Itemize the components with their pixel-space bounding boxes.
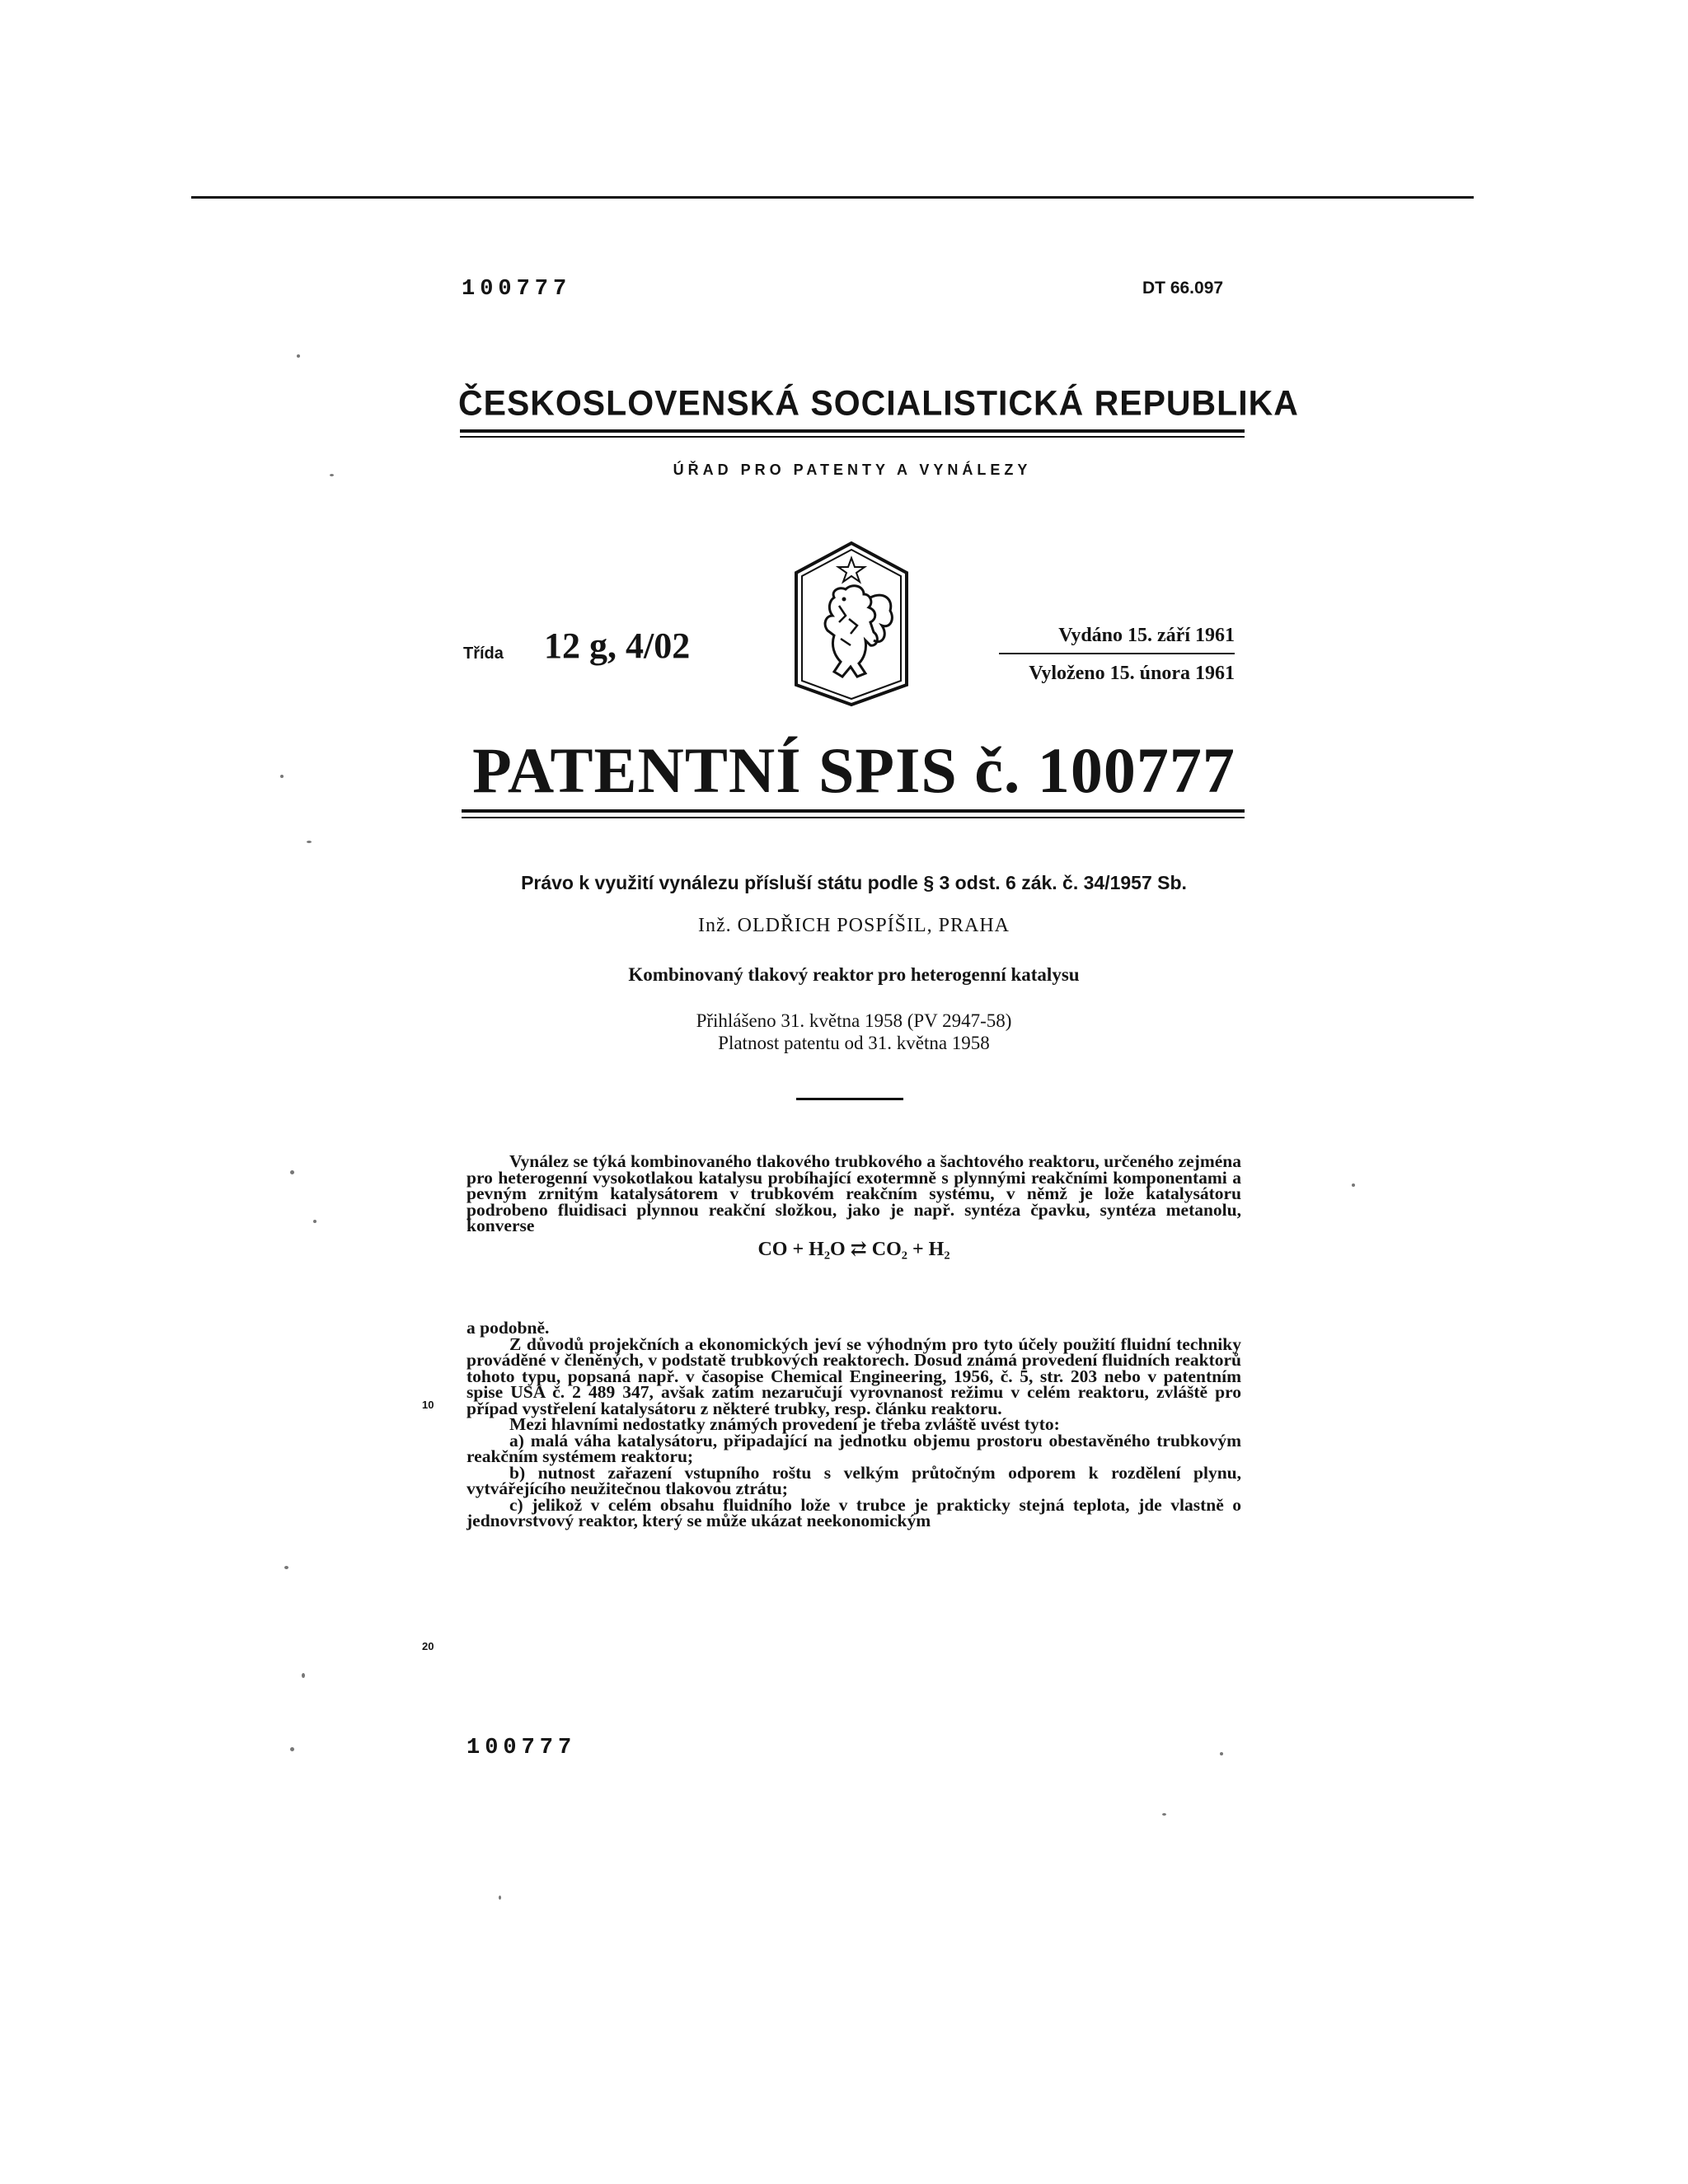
patent-office-name: ÚŘAD PRO PATENTY A VYNÁLEZY [673, 462, 1032, 478]
scan-speck [313, 1220, 316, 1223]
reasons-paragraph: Z důvodů projekčních a ekonomických jeví se výhodným pro tyto účely použití fluidní techniky prováděné v členěných, v podstatě trubkových reaktorech. Dosud známá provedení fluidních reaktorů tohoto typu, popsaná např. v časopise Chemical Engineering, 1956, č. 5, str. 203 nebo v patentním spise USA č. 2 489 347, avšak zatím nezaručují vyrovnanost režimu v celém reaktoru, zvláště pro případ vystřelení katalysátoru z některé trubky, resp. článku reaktoru. [467, 1333, 1241, 1418]
rights-note: Právo k využití vynálezu přísluší státu podle § 3 odst. 6 zák. č. 34/1957 Sb. [521, 872, 1187, 893]
state-emblem-icon [791, 540, 912, 709]
dt-classification-code: DT 66.097 [1142, 279, 1224, 298]
scan-speck [1220, 1752, 1223, 1755]
issued-date: Vydáno 15. září 1961 [1058, 625, 1235, 646]
heading-rule-thick [460, 429, 1245, 433]
body-intro-paragraph: Vynález se týká kombinovaného tlakového trubkového a šachtového reaktoru, určeného zejména pro heterogenní vysokotlakou katalysu probíhající exotermně s plynnými reakčními komponentami a pevným zrnitým katalysátorem v trubkovém reakčním systému, v němž je lože katalysátoru podrobeno fluidisaci plynnou reakční složkou, jako je např. syntéza čpavku, syntéza metanolu, konverse [467, 1151, 1241, 1235]
body-intro-block [467, 1151, 1241, 1268]
drawback-item-a: a) malá váha katalysátoru, připadající na jednotku objemu prostoru obestavěného trubkovým reakčním systémem reaktoru; [467, 1430, 1241, 1466]
patent-title: PATENTNÍ SPIS č. 100777 [472, 734, 1236, 806]
drawbacks-paragraph: Mezi hlavními nedostatky známých provedení je třeba zvláště uvést tyto: [509, 1414, 1060, 1434]
reaction-equation: CO + H₂O ⇄ CO₂ + H₂ [757, 1238, 950, 1260]
scan-speck [297, 354, 300, 358]
section-separator-rule [796, 1098, 903, 1100]
document-number-top: 100777 [462, 277, 572, 302]
scan-speck [290, 1170, 294, 1174]
scan-speck [1352, 1183, 1355, 1187]
laid-open-date: Vyloženo 15. února 1961 [1029, 663, 1235, 684]
margin-line-number: 20 [422, 1640, 434, 1652]
dates-divider-rule [999, 653, 1235, 654]
scan-speck [302, 1673, 305, 1678]
class-value: 12 g, 4/02 [544, 626, 691, 666]
scan-speck [280, 775, 284, 778]
class-label: Třída [463, 644, 504, 663]
invention-title: Kombinovaný tlakový reaktor pro heterogenní katalysu [628, 964, 1080, 985]
scan-speck [284, 1566, 288, 1569]
heading-rule-thin [460, 436, 1245, 438]
document-number-bottom: 100777 [467, 1736, 577, 1760]
top-border-rule [191, 196, 1474, 199]
inventor-name: Inž. OLDŘICH POSPÍŠIL, PRAHA [697, 915, 1010, 936]
scan-speck [307, 841, 312, 843]
and-similar-line: a podobně. [467, 1318, 550, 1338]
title-rule-thick [462, 809, 1245, 813]
validity-date: Platnost patentu od 31. května 1958 [718, 1033, 990, 1053]
margin-line-number: 10 [422, 1399, 434, 1411]
scan-speck [330, 474, 334, 476]
scan-speck [290, 1747, 294, 1751]
title-rule-thin [462, 817, 1245, 818]
country-heading: ČESKOSLOVENSKÁ SOCIALISTICKÁ REPUBLIKA [458, 382, 1299, 424]
filing-date: Přihlášeno 31. května 1958 (PV 2947-58) [696, 1010, 1012, 1031]
scan-speck [1162, 1813, 1166, 1816]
drawback-item-b: b) nutnost zařazení vstupního roštu s velkým průtočným odporem k rozdělení plynu, vytvářejícího neužitečnou tlakovou ztrátu; [467, 1462, 1241, 1498]
drawback-item-c: c) jelikož v celém obsahu fluidního lože v trubce je prakticky stejná teplota, jde vlastně o jednovrstvový reaktor, který se může ukázat neekonomickým [467, 1494, 1241, 1530]
scan-speck [499, 1896, 501, 1900]
body-main-block [467, 1320, 1241, 1530]
